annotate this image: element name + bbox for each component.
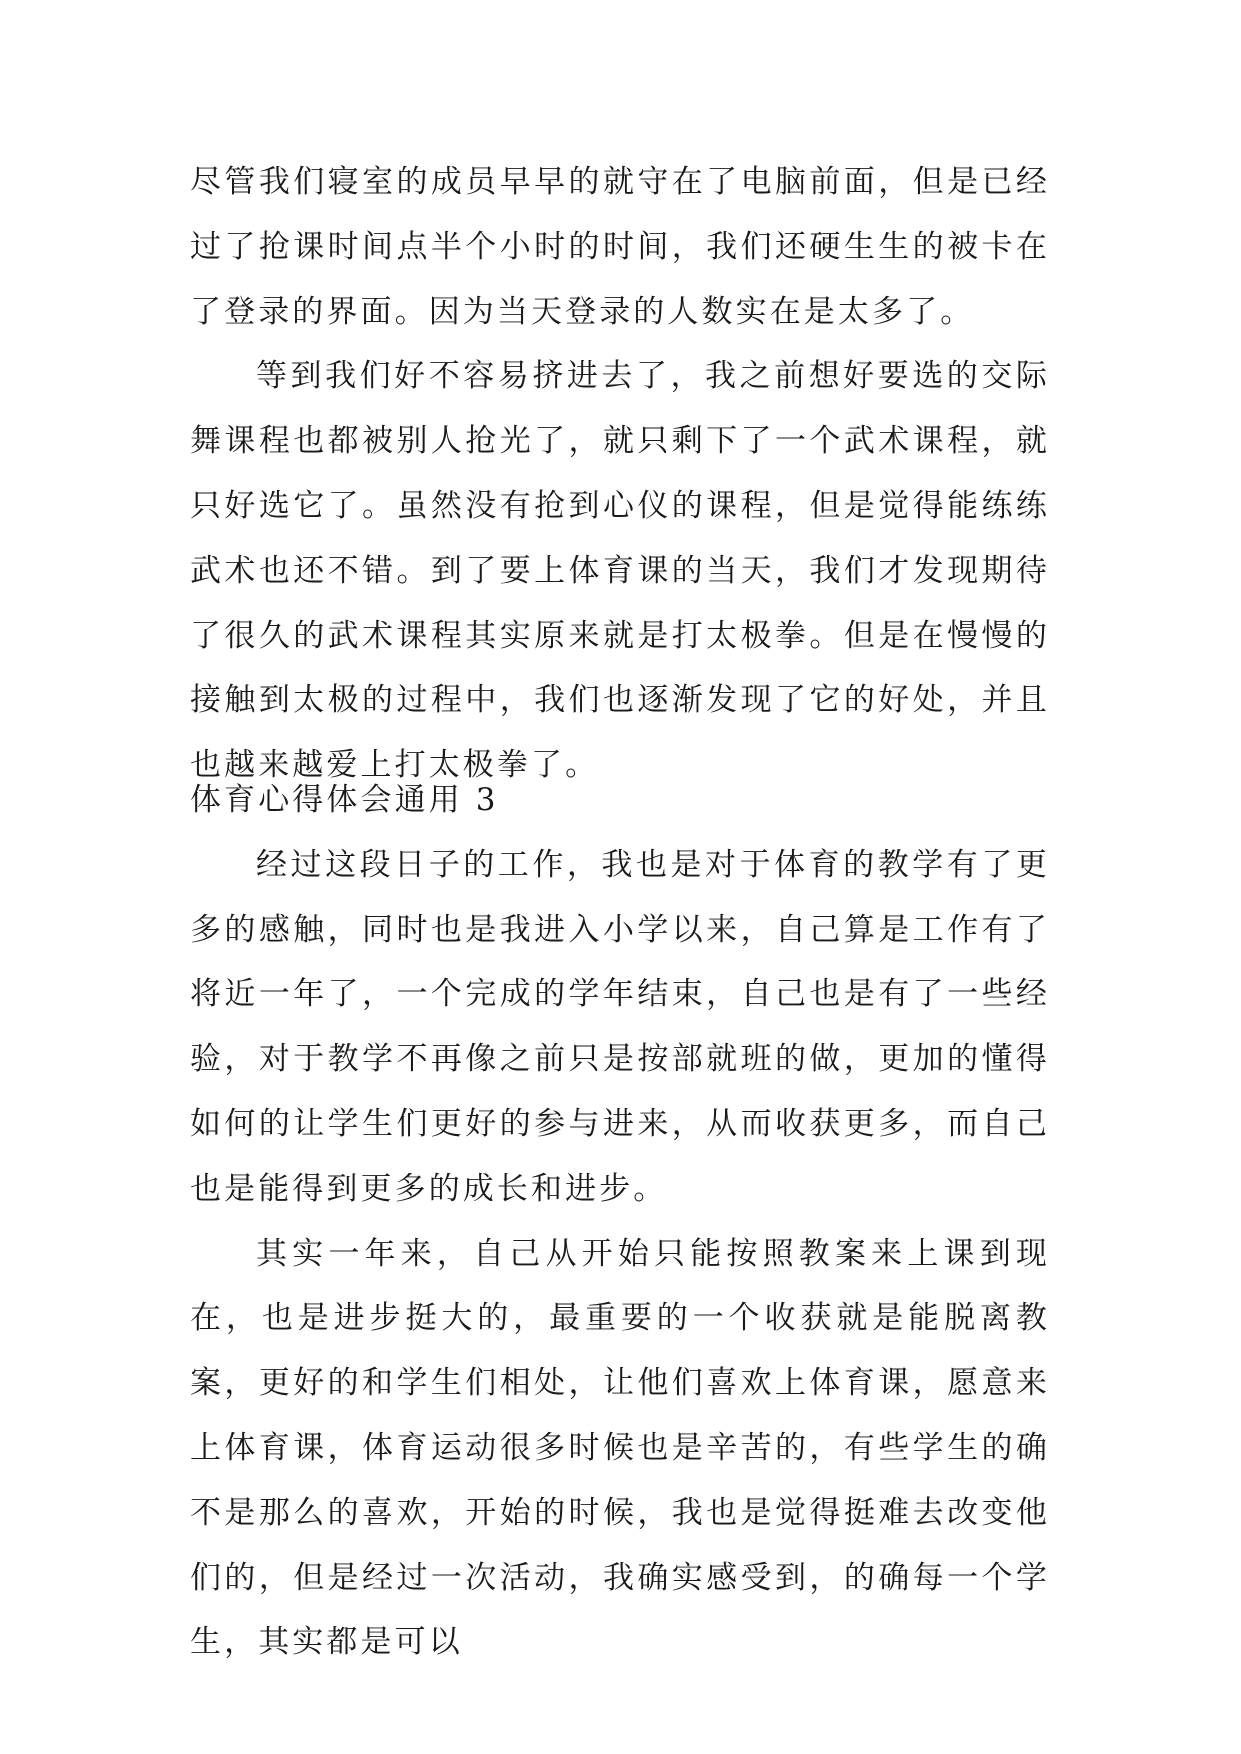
text-block-section-3 [190, 768, 1050, 1675]
text-block-top [190, 150, 1050, 798]
paragraph-teaching-experience: 经过这段日子的工作，我也是对于体育的教学有了更多的感触，同时也是我进入小学以来，自己算是工作有了将近一年了，一个完成的学年结束，自己也是有了一些经验，对于教学不再像之前只是按部就班的做，更加的懂得如何的让学生们更好的参与进来，从而收获更多，而自己也是能得到更多的成长和进步。 [190, 846, 1050, 1207]
paragraph-taichi-course: 等到我们好不容易挤进去了，我之前想好要选的交际舞课程也都被别人抢光了，就只剩下了一个武术课程，就只好选它了。虽然没有抢到心仪的课程，但是觉得能练练武术也还不错。到了要上体育课的当天，我们才发现期待了很久的武术课程其实原来就是打太极拳。但是在慢慢的接触到太极的过程中，我们也逐渐发现了它的好处，并且也越来越爱上打太极拳了。 [190, 358, 1050, 784]
section-heading: 体育心得体会通用 3 [190, 782, 499, 818]
paragraph-year-progress: 其实一年来，自己从开始只能按照教案来上课到现在，也是进步挺大的，最重要的一个收获就是能脱离教案，更好的和学生们相处，让他们喜欢上体育课，愿意来上体育课，体育运动很多时候也是辛苦的，有些学生的确不是那么的喜欢，开始的时候，我也是觉得挺难去改变他们的，但是经过一次活动，我确实感受到，的确每一个学生，其实都是可以 [190, 1235, 1050, 1661]
paragraph-dorm-course-selection: 尽管我们寝室的成员早早的就守在了电脑前面，但是已经过了抢课时间点半个小时的时间，我们还硬生生的被卡在了登录的界面。因为当天登录的人数实在是太多了。 [190, 164, 1050, 330]
